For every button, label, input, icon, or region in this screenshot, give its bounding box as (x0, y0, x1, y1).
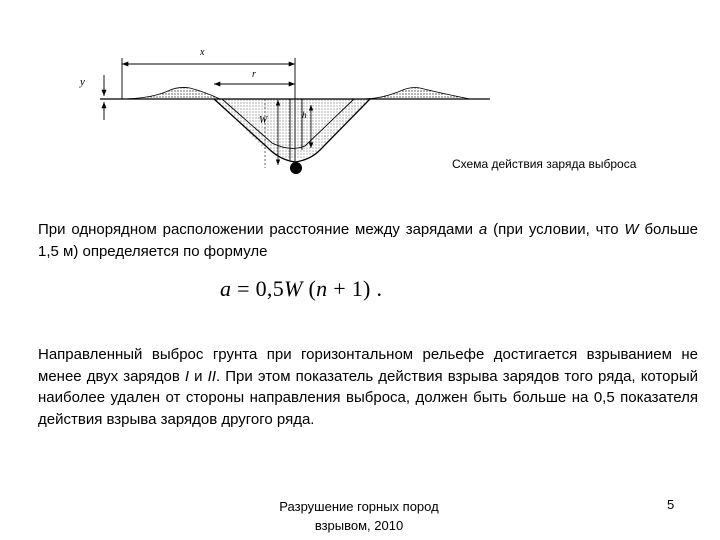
p2-var-ii: II (207, 367, 216, 385)
formula-w: W (284, 276, 303, 301)
spacing-formula (220, 276, 382, 302)
paragraph-single-row (38, 219, 698, 263)
formula-tail: . (370, 276, 383, 301)
label-y: y (80, 76, 85, 88)
label-h: h (302, 110, 307, 120)
p2-text-3: . При этом показатель действия взрыва зарядов того ряда, который наиболее удален от стороны направления выброса, должен быть больше на 0,5 показателя действия взрыва зарядов другого ряда. (38, 367, 698, 428)
footer-line-1: Разрушение горных пород (279, 499, 439, 514)
p1-text-2: (при условии, что (487, 221, 625, 238)
diagram-caption: Схема действия заряда выброса (452, 157, 637, 171)
formula-rest: + 1) (327, 276, 371, 301)
p2-text-2: и (189, 367, 208, 385)
formula-open: ( (302, 276, 317, 301)
left-mound (118, 87, 220, 99)
p2-var-i: I (184, 367, 190, 385)
explosive-charge (290, 162, 302, 174)
formula-n: n (316, 276, 328, 301)
label-r: r (252, 69, 256, 80)
crater-fill (214, 99, 370, 160)
right-mound (362, 88, 470, 100)
footer-line-2: взрывом, 2010 (314, 518, 404, 533)
footer-title (250, 497, 468, 535)
page-number: 5 (667, 497, 675, 512)
label-W: W (259, 115, 268, 126)
paragraph-directed-blast (38, 344, 698, 430)
p1-text-1: При однорядном расположении расстояние между зарядами (38, 221, 479, 238)
p2-text-1: Направленный выброс грунта при горизонтальном рельефе достигается взрыванием не менее двух зарядов (38, 346, 698, 385)
formula-a: a (220, 276, 232, 301)
p1-text-3: больше 1,5 м) определяется по формуле (38, 221, 699, 260)
formula-eq: = 0,5 (231, 276, 285, 301)
label-x: x (200, 47, 205, 58)
p1-var-a: a (478, 221, 488, 238)
p1-var-w: W (624, 221, 639, 238)
